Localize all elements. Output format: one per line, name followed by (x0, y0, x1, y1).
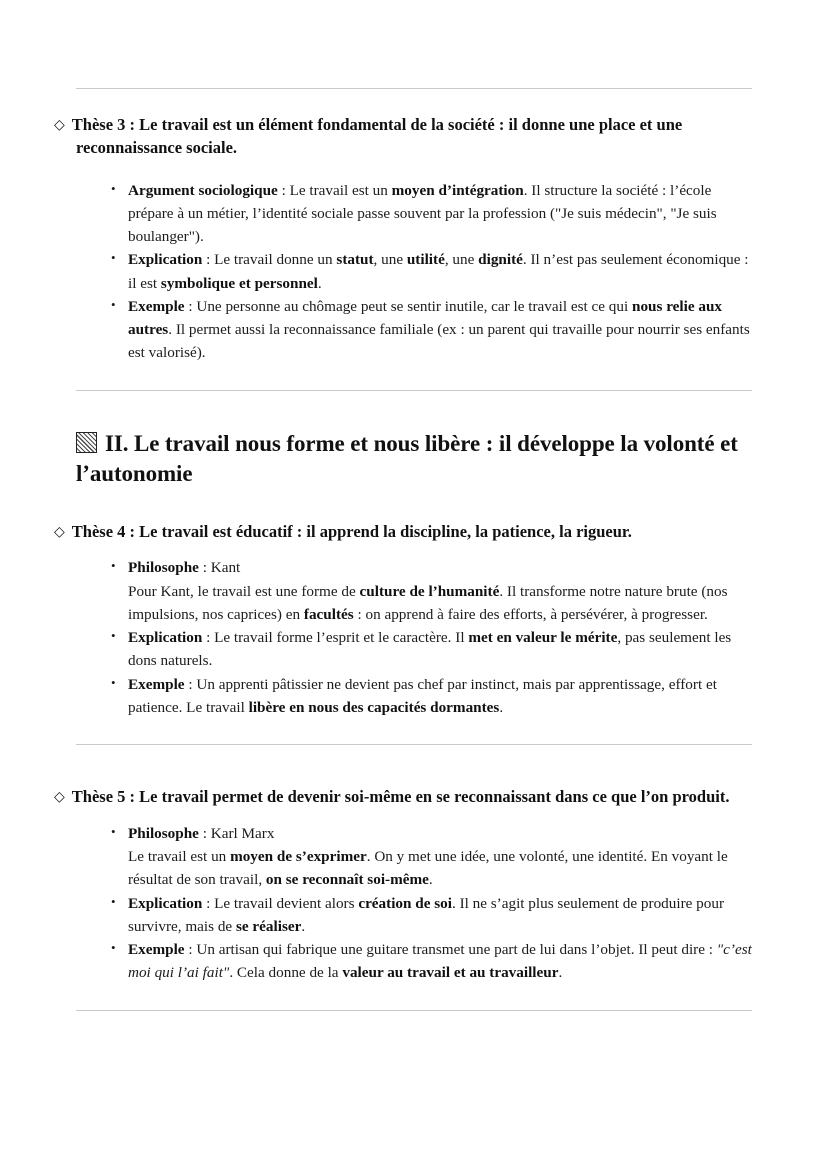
spacer (76, 745, 752, 786)
list-item-body: Le travail forme l’esprit et le caractère. Il met en valeur le mérite, pas seulement les dons naturels. (128, 629, 732, 670)
bullet-icon: • (111, 628, 116, 644)
spacer (76, 543, 752, 556)
list-item-separator: : (198, 559, 211, 577)
list-item-label: Explication (128, 629, 203, 647)
list-item-body: Un apprenti pâtissier ne devient pas chef par instinct, mais par apprentissage, effort et patience. Le travail libère en nous des capacités dormantes. (128, 675, 717, 716)
list-item (76, 673, 752, 720)
list-item (76, 822, 752, 892)
these-4-heading (54, 521, 752, 544)
spacer (76, 89, 752, 114)
list-item-label: Explication (128, 251, 203, 269)
list-item (76, 556, 752, 626)
list-item-separator: : (202, 251, 215, 269)
list-item-separator: : (202, 629, 215, 647)
hatched-square-icon (76, 432, 97, 453)
list-item (76, 295, 752, 365)
list-item-separator: : (184, 941, 197, 959)
list-item-body: Un artisan qui fabrique une guitare transmet une part de lui dans l’objet. Il peut dire : "c’est moi qui l’ai fait". Cela donne de la valeur au travail et au travailleur. (128, 941, 752, 982)
these-5-heading-text: Thèse 5 : Le travail permet de devenir soi-même en se reconnaissant dans ce que l’on produit. (71, 787, 730, 807)
spacer (76, 719, 752, 744)
list-item-label: Argument sociologique (128, 181, 278, 199)
these-3-list (76, 179, 752, 365)
these-5-list (76, 822, 752, 985)
bullet-icon: • (111, 558, 116, 574)
these-5-heading (54, 786, 752, 809)
list-item-separator: : (184, 675, 197, 693)
spacer (76, 160, 752, 179)
list-item-body: Une personne au chômage peut se sentir inutile, car le travail est ce qui nous relie aux autres. Il permet aussi la reconnaissance familiale (ex : un parent qui travaille pour nourrir ses enfants est valorisé). (128, 297, 750, 362)
bullet-icon: • (111, 823, 116, 839)
list-item-label: Exemple (128, 675, 185, 693)
section-2-heading-text: II. Le travail nous forme et nous libère : il développe la volonté et l’autonomie (76, 430, 738, 487)
list-item-label: Philosophe (128, 559, 199, 577)
bullet-icon: • (111, 296, 116, 312)
diamond-icon: ◇ (54, 524, 65, 540)
list-item-label: Explication (128, 894, 203, 912)
list-item-label: Philosophe (128, 824, 199, 842)
bullet-icon: • (111, 250, 116, 266)
list-item (76, 626, 752, 673)
list-item (76, 248, 752, 295)
section-2-heading (76, 429, 752, 490)
list-item-body: Karl Marx Le travail est un moyen de s’exprimer. On y met une idée, une volonté, une identité. En voyant le résultat de son travail, on se reconnaît soi-même. (128, 824, 728, 889)
list-item-body: Le travail est un moyen d’intégration. Il structure la société : l’école prépare à un métier, l’identité sociale passe souvent par la profession ("Je suis médecin", "Je suis boulanger"). (128, 181, 717, 246)
top-spacer (76, 0, 752, 88)
bullet-icon: • (111, 674, 116, 690)
list-item (76, 179, 752, 249)
list-item-body: Kant Pour Kant, le travail est une forme de culture de l’humanité. Il transforme notre nature brute (nos impulsions, nos caprices) en facultés : on apprend à faire des efforts, à persévérer, à progresser. (128, 559, 728, 623)
list-item-separator: : (184, 297, 197, 315)
list-item-separator: : (198, 824, 211, 842)
spacer (76, 490, 752, 521)
horizontal-rule-4 (76, 1010, 752, 1011)
these-4-heading-text: Thèse 4 : Le travail est éducatif : il apprend la discipline, la patience, la rigueur. (71, 521, 632, 541)
list-item-body: Le travail devient alors création de soi. Il ne s’agit plus seulement de produire pour survivre, mais de se réaliser. (128, 894, 725, 935)
list-item (76, 892, 752, 939)
list-item-label: Exemple (128, 297, 185, 315)
these-3-heading (54, 114, 752, 160)
spacer (76, 809, 752, 822)
spacer (76, 365, 752, 390)
list-item-separator: : (202, 894, 215, 912)
diamond-icon: ◇ (54, 118, 65, 133)
these-4-list (76, 556, 752, 719)
bullet-icon: • (111, 893, 116, 909)
these-3-heading-text: Thèse 3 : Le travail est un élément fondamental de la société : il donne une place et une reconnaissance sociale. (71, 115, 683, 157)
page-content (54, 0, 752, 1011)
list-item (76, 938, 752, 985)
bullet-icon: • (111, 180, 116, 196)
list-item-body: Le travail donne un statut, une utilité, une dignité. Il n’est pas seulement économique : il est symbolique et personnel. (128, 251, 749, 292)
list-item-label: Exemple (128, 941, 185, 959)
bullet-icon: • (111, 940, 116, 956)
diamond-icon: ◇ (54, 790, 65, 806)
list-item-separator: : (277, 181, 290, 199)
spacer (76, 391, 752, 429)
spacer (76, 985, 752, 1010)
